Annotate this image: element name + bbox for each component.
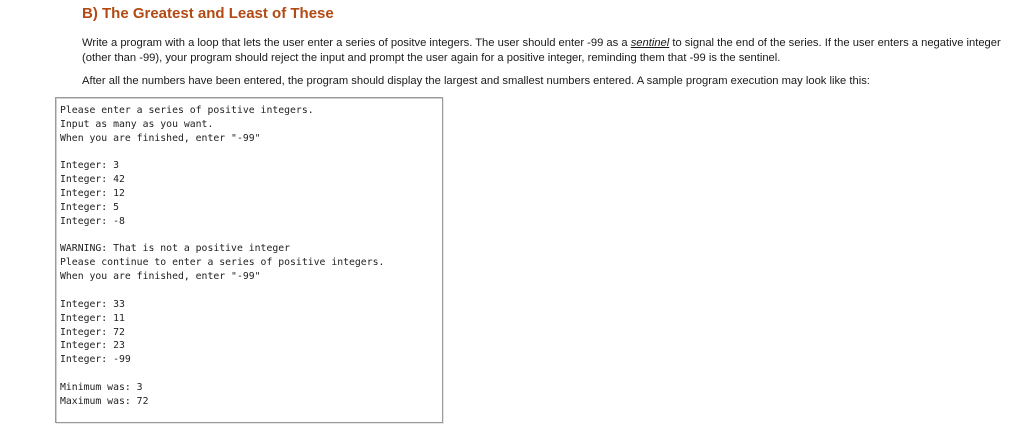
first-inputs-block [60,159,442,228]
terminal-line: Integer: 33 [60,298,125,310]
terminal-line: Input as many as you want. [60,118,214,130]
blank-line [60,367,442,381]
blank-line [60,284,442,298]
terminal-line: Integer: 23 [60,340,125,352]
instructions-text-start: Write a program with a loop that lets the user enter a series of positve integers. The user should enter -99 as a [82,37,631,49]
terminal-line: Integer: 12 [60,188,125,200]
results-block [60,381,442,409]
output-description-paragraph: After all the numbers have been entered, the program should display the largest and smallest numbers entered. A sample program execution may look like this: [82,75,870,87]
terminal-line: Please continue to enter a series of positive integers. [60,257,385,269]
terminal-line: Integer: -99 [60,354,131,366]
instructions-text-end: to signal the end of the series. If the user enters a negative integer (other than -99), your program should reject the input and prompt the user again for a positive integer, reminding them that -99 is the sentinel. [82,37,1001,64]
sentinel-term: sentinel [630,37,670,49]
terminal-line: WARNING: That is not a positive integer [60,243,291,255]
terminal-line: Integer: 42 [60,174,125,186]
terminal-line: Integer: 11 [60,312,125,324]
section-heading: B) The Greatest and Least of These [82,5,334,22]
terminal-line: Integer: 5 [60,201,119,213]
terminal-line: Integer: 72 [60,326,125,338]
second-inputs-block [60,298,442,367]
terminal-line: Please enter a series of positive integers. [60,105,314,116]
terminal-line: Minimum was: 3 [60,381,143,393]
sample-execution-box [55,97,443,423]
terminal-line: Integer: -8 [60,215,125,227]
blank-line [60,229,442,243]
intro-block [60,104,442,146]
terminal-line: Maximum was: 72 [60,395,149,407]
terminal-line: Integer: 3 [60,160,119,172]
blank-line [60,146,442,160]
terminal-line: When you are finished, enter "-99" [60,271,261,283]
instructions-paragraph [82,36,1012,66]
terminal-line: When you are finished, enter "-99" [60,132,261,144]
warning-block [60,242,442,284]
